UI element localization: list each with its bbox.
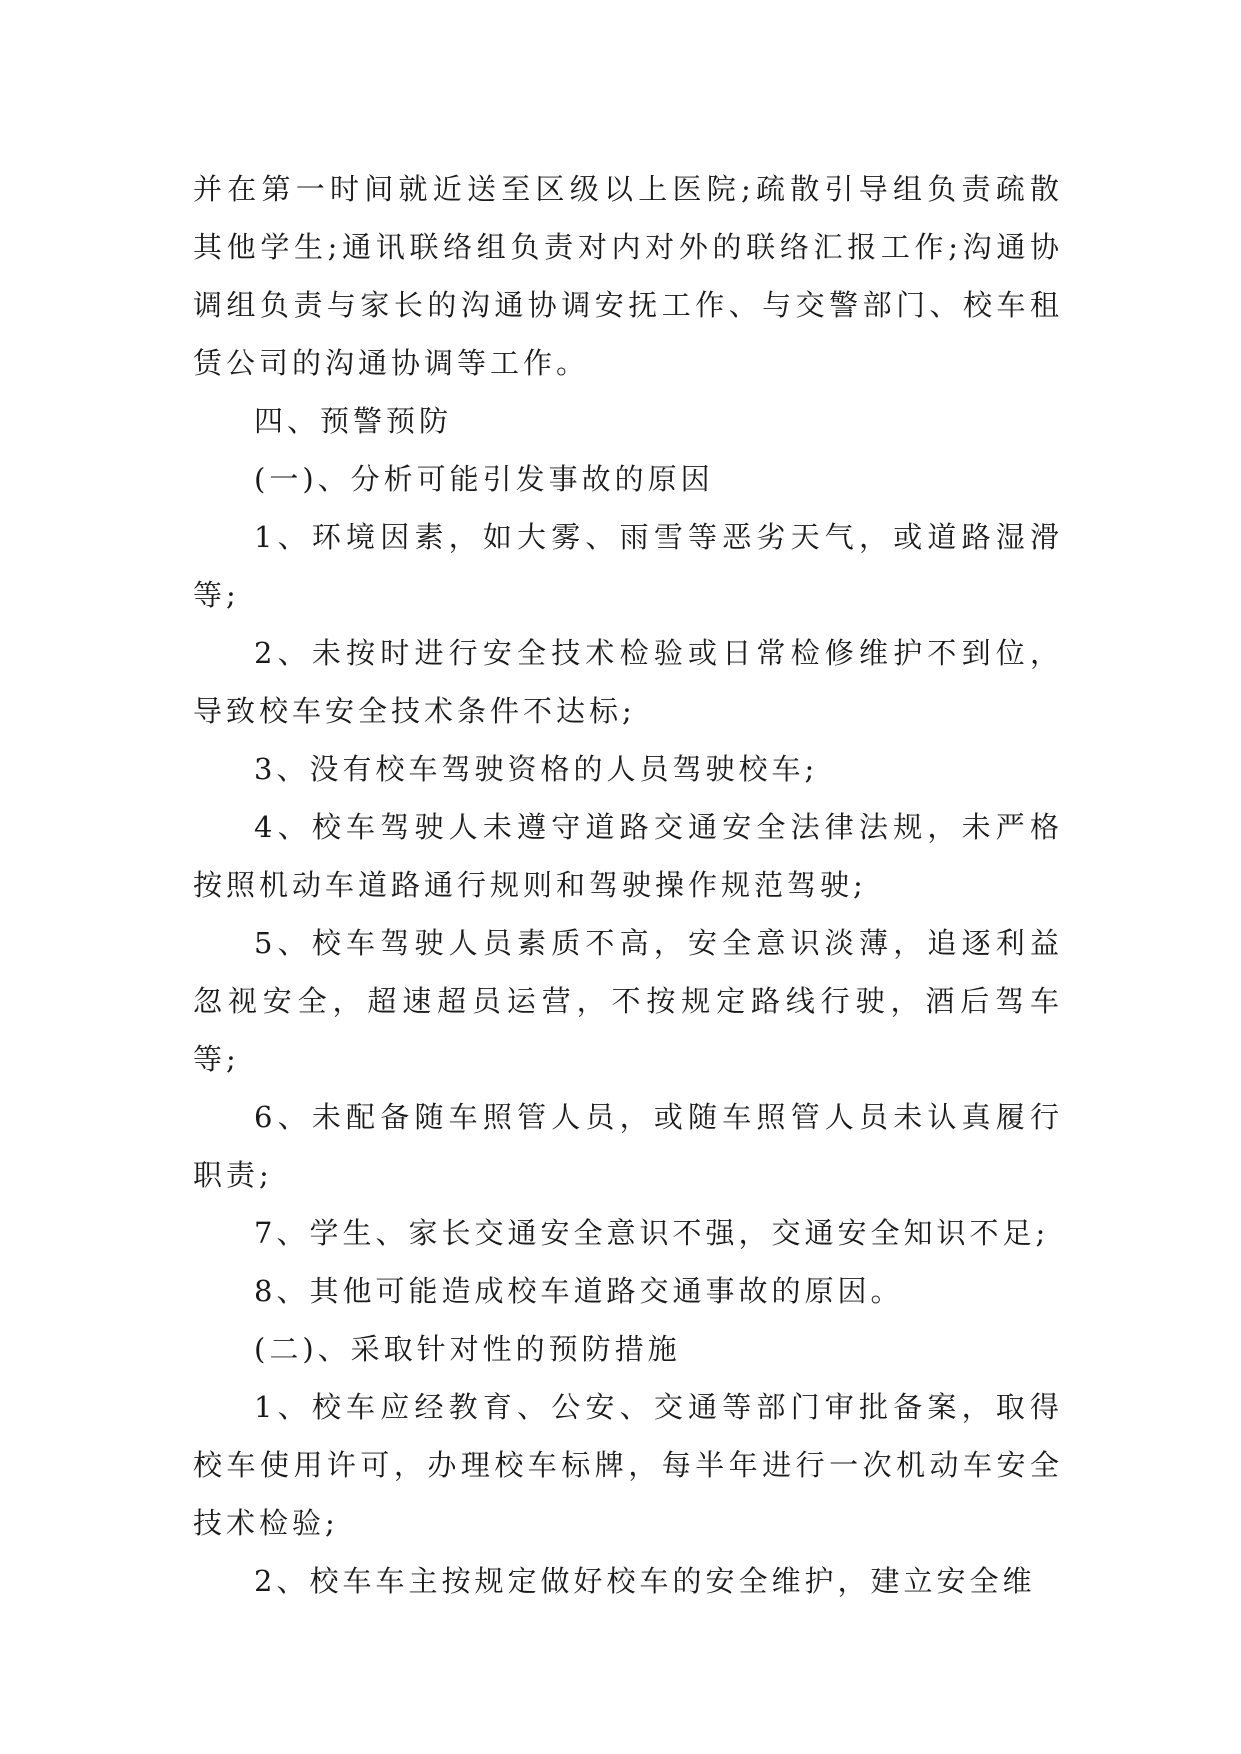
list-item: 8、其他可能造成校车道路交通事故的原因。 [254,1274,904,1308]
list-item: 1、环境因素，如大雾、雨雪等恶劣天气，或道路湿滑等; [193,520,1063,612]
list-item: 2、校车车主按规定做好校车的安全维护，建立安全维 [254,1564,1036,1598]
list-item: 7、学生、家长交通安全意识不强，交通安全知识不足; [254,1216,1050,1250]
list-item: 4、校车驾驶人未遵守道路交通安全法律法规，未严格按照机动车道路通行规则和驾驶操作规范驾驶; [193,810,1063,902]
list-item: 5、校车驾驶人员素质不高，安全意识淡薄，追逐利益忽视安全，超速超员运营，不按规定路线行驶，酒后驾车等; [193,926,1063,1076]
list-item: 1、校车应经教育、公安、交通等部门审批备案，取得校车使用许可，办理校车标牌，每半年进行一次机动车安全技术检验; [193,1390,1063,1540]
document-body [193,160,1063,1610]
list-item: 3、没有校车驾驶资格的人员驾驶校车; [254,752,819,786]
section-heading-4: 四、预警预防 [254,404,453,438]
subsection-heading-1: (一)、分析可能引发事故的原因 [254,462,714,496]
list-item: 6、未配备随车照管人员，或随车照管人员未认真履行职责; [193,1100,1063,1192]
subsection-heading-2: (二)、采取针对性的预防措施 [254,1332,681,1366]
list-item: 2、未按时进行安全技术检验或日常检修维护不到位，导致校车安全技术条件不达标; [193,636,1063,728]
paragraph-1: 并在第一时间就近送至区级以上医院;疏散引导组负责疏散其他学生;通讯联络组负责对内对外的联络汇报工作;沟通协调组负责与家长的沟通协调安抚工作、与交警部门、校车租赁公司的沟通协调等工作。 [193,172,1063,380]
